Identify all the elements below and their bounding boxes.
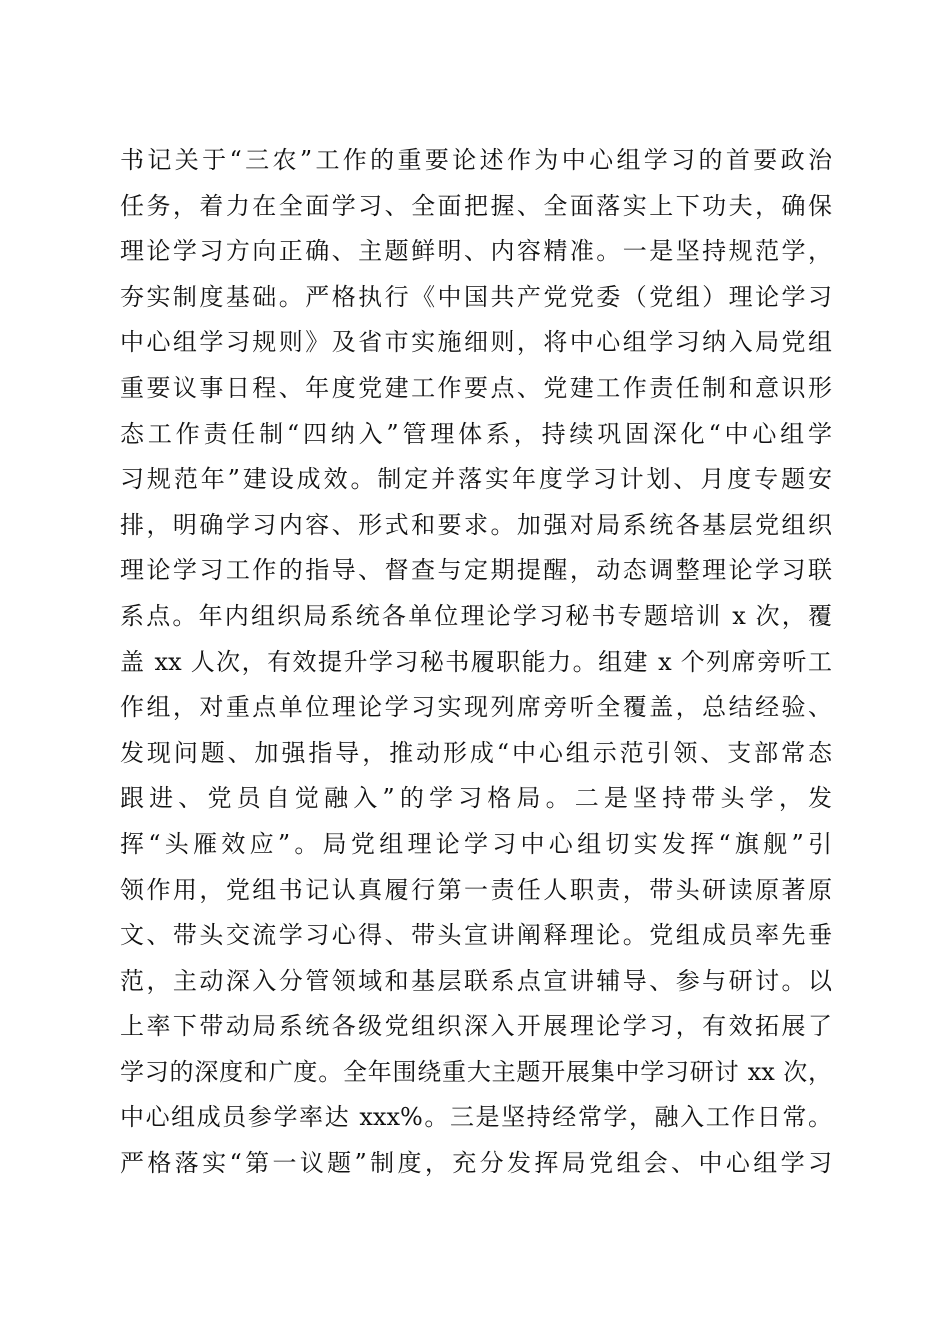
text-line: 重要议事日程、年度党建工作要点、党建工作责任制和意识形: [120, 373, 832, 402]
text-line: 中心组学习规则》及省市实施细则，将中心组学习纳入局党组: [120, 328, 832, 357]
text-line: 中心组成员参学率达 xxx%。三是坚持经常学，融入工作日常。: [120, 1103, 832, 1132]
text-line: 排，明确学习内容、形式和要求。加强对局系统各基层党组织: [120, 510, 832, 539]
text-line: 习规范年”建设成效。制定并落实年度学习计划、月度专题安: [120, 465, 832, 494]
text-line: 任务，着力在全面学习、全面把握、全面落实上下功夫，确保: [120, 191, 832, 220]
text-line: 上率下带动局系统各级党组织深入开展理论学习，有效拓展了: [120, 1012, 832, 1041]
text-line: 严格落实“第一议题”制度，充分发挥局党组会、中心组学习: [120, 1149, 832, 1178]
text-line: 作组，对重点单位理论学习实现列席旁听全覆盖，总结经验、: [120, 693, 832, 722]
text-line: 范，主动深入分管领域和基层联系点宣讲辅导、参与研讨。以: [120, 966, 832, 995]
text-line: 发现问题、加强指导，推动形成“中心组示范引领、支部常态: [120, 738, 832, 767]
text-line: 盖 xx 人次，有效提升学习秘书履职能力。组建 x 个列席旁听工: [120, 647, 832, 676]
text-line: 理论学习工作的指导、督查与定期提醒，动态调整理论学习联: [120, 556, 832, 585]
text-line: 领作用，党组书记认真履行第一责任人职责，带头研读原著原: [120, 875, 832, 904]
text-line: 跟进、党员自觉融入”的学习格局。二是坚持带头学，发: [120, 784, 832, 813]
text-line: 学习的深度和广度。全年围绕重大主题开展集中学习研讨 xx 次，: [120, 1057, 832, 1086]
text-line: 文、带头交流学习心得、带头宣讲阐释理论。党组成员率先垂: [120, 921, 832, 950]
text-line: 理论学习方向正确、主题鲜明、内容精准。一是坚持规范学，: [120, 237, 832, 266]
body-text: [120, 138, 832, 1187]
text-line: 挥“头雁效应”。局党组理论学习中心组切实发挥“旗舰”引: [120, 829, 832, 858]
text-line: 夯实制度基础。严格执行《中国共产党党委（党组）理论学习: [120, 282, 832, 311]
text-line: 书记关于“三农”工作的重要论述作为中心组学习的首要政治: [120, 146, 832, 174]
text-line: 态工作责任制“四纳入”管理体系，持续巩固深化“中心组学: [120, 419, 832, 448]
text-line: 系点。年内组织局系统各单位理论学习秘书专题培训 x 次，覆: [120, 601, 832, 630]
